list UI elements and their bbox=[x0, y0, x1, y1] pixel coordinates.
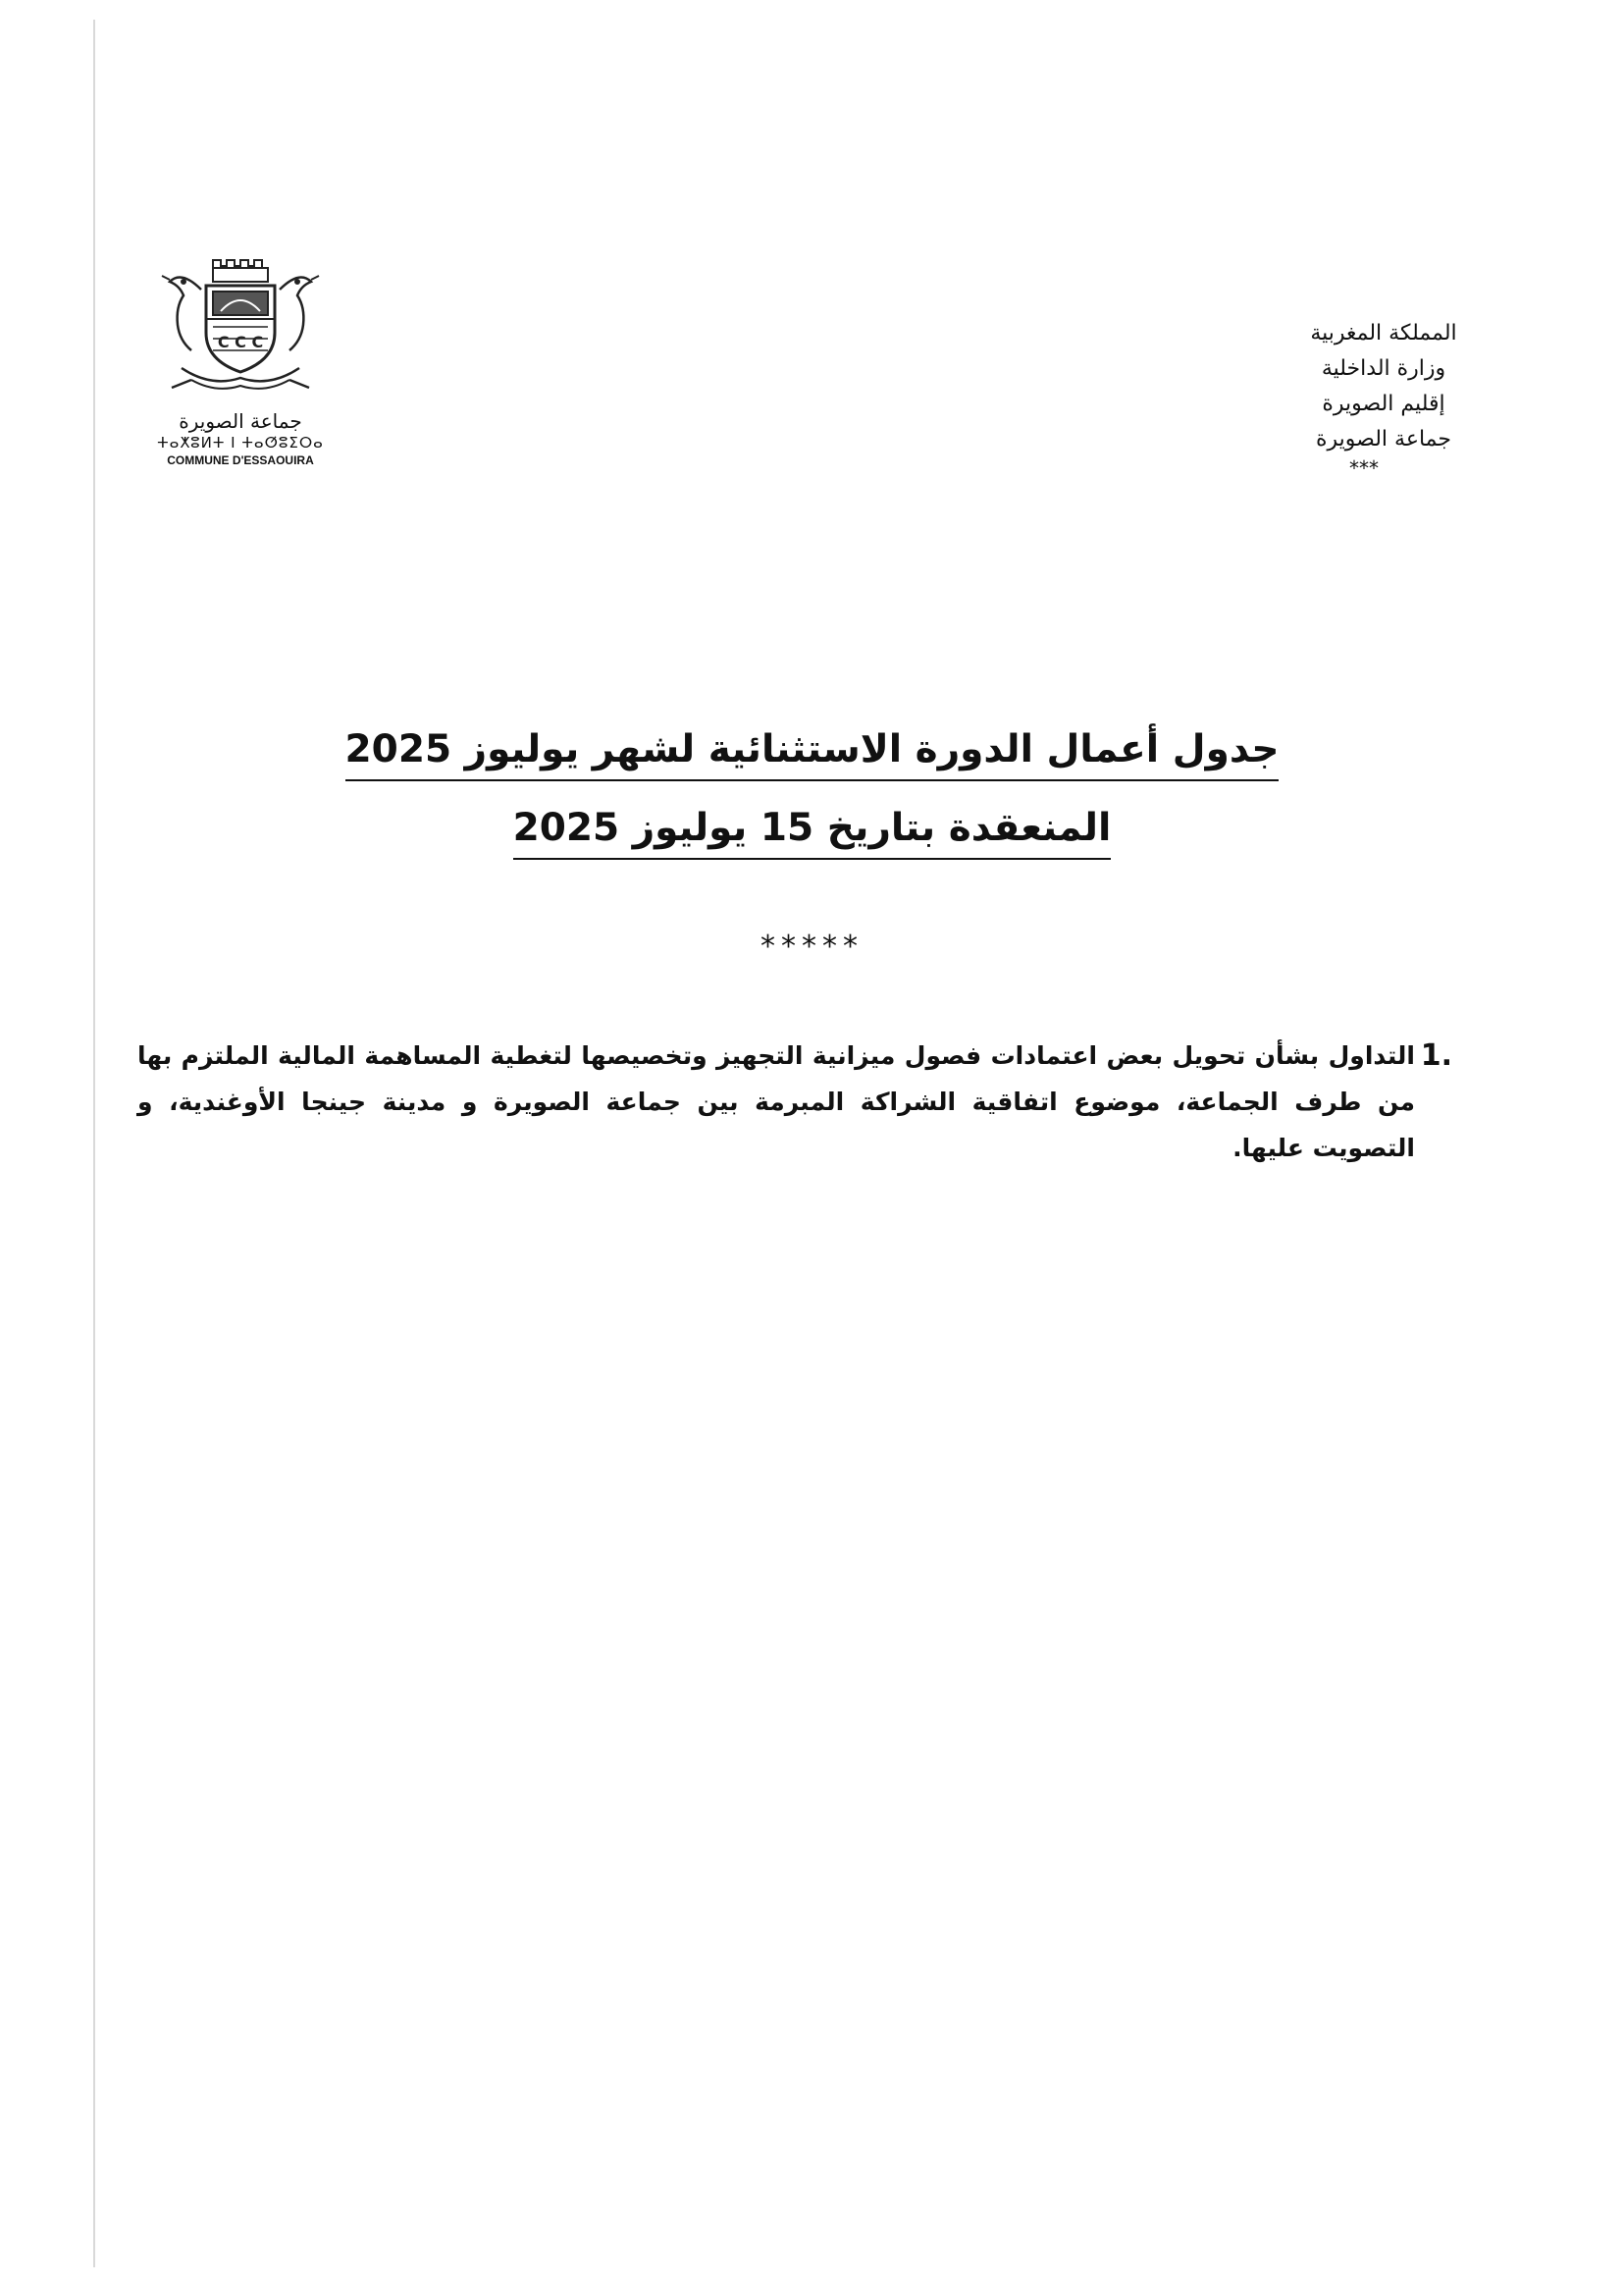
stars-separator: ***** bbox=[760, 930, 864, 964]
commune-name-arabic: جماعة الصويرة bbox=[179, 409, 302, 433]
title-line-1: جدول أعمال الدورة الاستثنائية لشهر يوليوز 2025 bbox=[345, 724, 1280, 781]
document-title bbox=[294, 724, 1330, 860]
ministry-header bbox=[1256, 316, 1511, 479]
title-line-2: المنعقدة بتاريخ 15 يوليوز 2025 bbox=[513, 803, 1112, 860]
header-stars: *** bbox=[1349, 456, 1379, 480]
shield-letters: C C C bbox=[217, 333, 264, 351]
commune-coat-of-arms-icon bbox=[152, 250, 329, 407]
province-line: إقليم الصويرة bbox=[1322, 392, 1445, 416]
commune-name-tifinagh: ⵜⴰⵅⵓⵍⵜ ⵏ ⵜⴰⵚⵓⵉⵔⴰ bbox=[157, 434, 324, 451]
commune-line: جماعة الصويرة bbox=[1316, 427, 1451, 451]
agenda-item bbox=[137, 1033, 1452, 1171]
agenda-list bbox=[137, 1033, 1452, 1171]
ministry-line: وزارة الداخلية bbox=[1321, 356, 1446, 381]
kingdom-line: المملكة المغربية bbox=[1310, 321, 1457, 345]
scan-margin-line bbox=[93, 20, 95, 2267]
agenda-item-text: التداول بشأن تحويل بعض اعتمادات فصول ميزانية التجهيز وتخصيصها لتغطية المساهمة المالية الملتزم بها من طرف الجماعة، موضوع اتفاقية الشراكة المبرمة بين جماعة الصويرة و مدينة جينجا الأوغندية، و التصويت عليها. bbox=[137, 1041, 1415, 1162]
commune-name-french: COMMUNE D'ESSAOUIRA bbox=[167, 453, 314, 467]
agenda-item-number: 1. bbox=[1420, 1038, 1452, 1073]
commune-emblem-block bbox=[137, 250, 343, 468]
